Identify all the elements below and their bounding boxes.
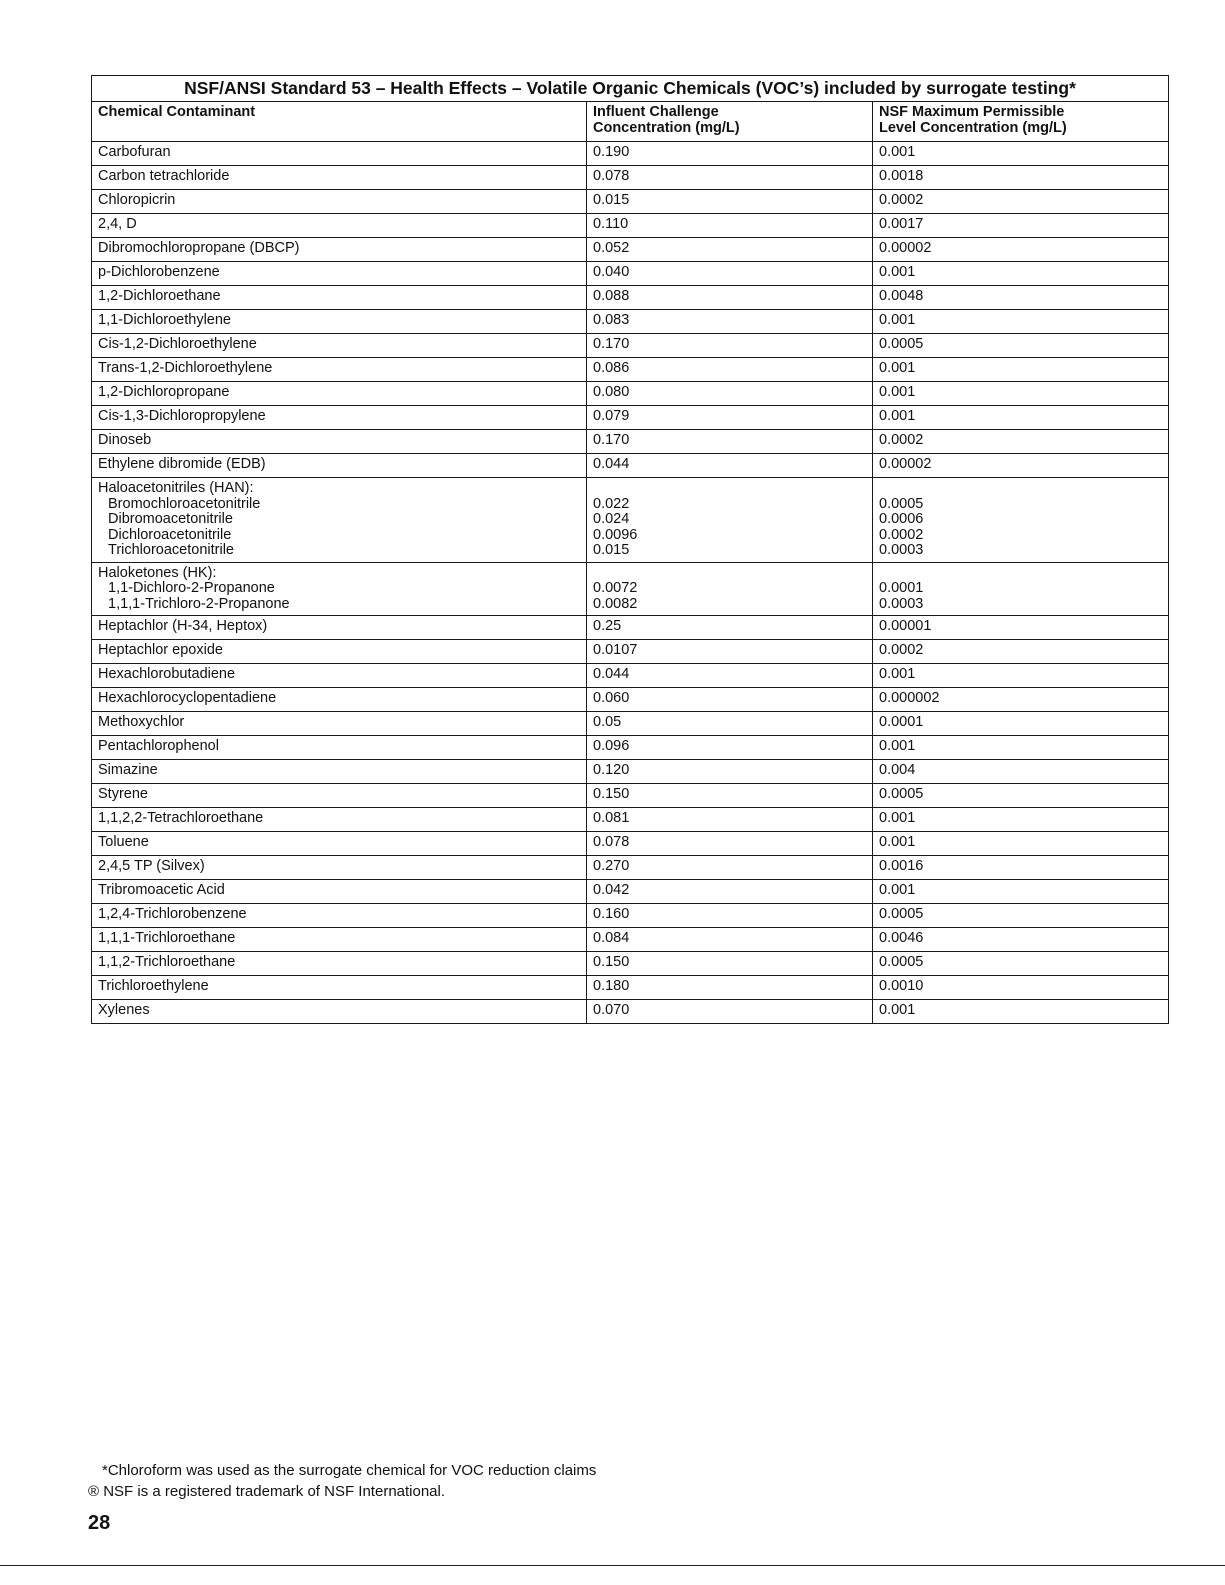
table-cell [873,562,1169,616]
group-spacer [879,481,1162,497]
group-item: 0.015 [593,542,630,558]
group-spacer [879,566,1162,582]
table-cell: 0.150 [587,784,873,808]
table-cell: 0.0010 [873,976,1169,1000]
table-cell: 0.001 [873,736,1169,760]
table-cell: 0.0048 [873,286,1169,310]
table-cell: 0.0005 [873,904,1169,928]
table-title: NSF/ANSI Standard 53 – Health Effects – Volatile Organic Chemicals (VOC’s) included by surrogate testing* [92,76,1169,102]
table-cell: 1,1-Dichloroethylene [92,310,587,334]
group-item: 0.0096 [593,526,638,543]
table-cell: 0.044 [587,454,873,478]
table-row [92,976,1169,1000]
table-row [92,358,1169,382]
table-row [92,760,1169,784]
table-row-group [92,562,1169,616]
table-cell: 0.0001 [873,712,1169,736]
surrogate-footnote: *Chloroform was used as the surrogate chemical for VOC reduction claims [102,1462,597,1479]
table-cell: Carbon tetrachloride [92,166,587,190]
table-cell: 2,4, D [92,214,587,238]
header-line: Influent Challenge [593,104,719,120]
table-cell [92,478,587,563]
table-cell: 0.25 [587,616,873,640]
table-cell: 0.160 [587,904,873,928]
table-cell: 0.170 [587,430,873,454]
table-cell: 0.080 [587,382,873,406]
table-cell: 0.0002 [873,640,1169,664]
table-row [92,952,1169,976]
table-cell: Methoxychlor [92,712,587,736]
group-item: 1,1-Dichloro-2-Propanone [108,580,275,596]
table-row [92,238,1169,262]
table-cell: 0.110 [587,214,873,238]
table-cell: 1,2-Dichloropropane [92,382,587,406]
table-cell: 0.096 [587,736,873,760]
group-item: 0.0006 [879,511,924,527]
table-cell [92,562,587,616]
group-item: Bromochloroacetonitrile [108,495,261,512]
table-cell: 0.001 [873,262,1169,286]
table-row [92,928,1169,952]
header-influent-challenge [587,102,873,142]
table-cell: 0.078 [587,832,873,856]
table-cell: 0.0002 [873,190,1169,214]
table-cell: Heptachlor epoxide [92,640,587,664]
table-cell: 0.001 [873,406,1169,430]
table-row [92,736,1169,760]
group-label: Haloketones (HK): [98,564,217,581]
table-cell: Xylenes [92,1000,587,1024]
header-line: Level Concentration (mg/L) [879,119,1067,136]
table-cell: 1,1,2-Trichloroethane [92,952,587,976]
page-number: 28 [88,1512,111,1534]
table-cell: 0.001 [873,1000,1169,1024]
table-cell: 0.0107 [587,640,873,664]
table-row [92,856,1169,880]
table-cell: 0.0016 [873,856,1169,880]
table-cell: 0.0005 [873,784,1169,808]
table-cell: 0.001 [873,382,1169,406]
table-cell: Chloropicrin [92,190,587,214]
table-cell: 0.001 [873,142,1169,166]
table-cell: Dibromochloropropane (DBCP) [92,238,587,262]
table-row [92,406,1169,430]
table-cell: 1,1,1-Trichloroethane [92,928,587,952]
table-cell: 0.086 [587,358,873,382]
table-row [92,166,1169,190]
table-cell: Trichloroethylene [92,976,587,1000]
table-row [92,310,1169,334]
table-row [92,712,1169,736]
table-row [92,880,1169,904]
table-cell: Trans-1,2-Dichloroethylene [92,358,587,382]
group-spacer [593,481,866,497]
table-cell: 0.180 [587,976,873,1000]
table-cell: Pentachlorophenol [92,736,587,760]
table-cell [587,562,873,616]
group-item: 0.0002 [879,526,924,543]
header-line: Concentration (mg/L) [593,119,740,136]
table-row [92,832,1169,856]
voc-table [91,75,1169,1024]
table-cell: 0.00001 [873,616,1169,640]
table-header-row [92,102,1169,142]
table-row-group [92,478,1169,563]
group-item: 0.0005 [879,495,924,512]
table-cell: Simazine [92,760,587,784]
group-item: 1,1,1-Trichloro-2-Propanone [108,595,290,612]
group-item: Dichloroacetonitrile [108,526,232,543]
table-cell: 0.001 [873,310,1169,334]
table-cell: 0.001 [873,664,1169,688]
table-row [92,334,1169,358]
header-line: Chemical Contaminant [98,104,256,120]
table-cell: 0.0017 [873,214,1169,238]
table-cell: 0.081 [587,808,873,832]
table-cell: 0.05 [587,712,873,736]
table-cell: 0.0005 [873,952,1169,976]
table-cell: 0.0046 [873,928,1169,952]
table-cell: 0.083 [587,310,873,334]
group-item: 0.0003 [879,595,924,612]
table-cell: 0.0002 [873,430,1169,454]
group-item: 0.024 [593,511,630,527]
table-cell: 0.0005 [873,334,1169,358]
group-spacer [593,566,866,582]
footnotes [88,1460,596,1502]
table-cell: Ethylene dibromide (EDB) [92,454,587,478]
table-cell: 0.084 [587,928,873,952]
table-cell: Styrene [92,784,587,808]
table-cell: 1,2,4-Trichlorobenzene [92,904,587,928]
table-cell: 0.270 [587,856,873,880]
table-cell: 0.070 [587,1000,873,1024]
table-row [92,1000,1169,1024]
group-item: 0.022 [593,495,630,512]
table-cell: Hexachlorobutadiene [92,664,587,688]
table-cell: 0.001 [873,808,1169,832]
table-cell: 0.00002 [873,454,1169,478]
table-row [92,286,1169,310]
table-cell: 0.150 [587,952,873,976]
table-row [92,430,1169,454]
table-cell: Cis-1,3-Dichloropropylene [92,406,587,430]
table-cell: Hexachlorocyclopentadiene [92,688,587,712]
table-cell: 1,1,2,2-Tetrachloroethane [92,808,587,832]
table-cell: Dinoseb [92,430,587,454]
table-cell: p-Dichlorobenzene [92,262,587,286]
header-max-permissible [873,102,1169,142]
table-cell: 0.170 [587,334,873,358]
table-cell: Cis-1,2-Dichloroethylene [92,334,587,358]
table-cell [873,478,1169,563]
group-item: 0.0082 [593,595,638,612]
table-row [92,808,1169,832]
table-body [92,142,1169,1024]
table-cell: 0.079 [587,406,873,430]
table-cell: 0.052 [587,238,873,262]
group-item: 0.0003 [879,542,924,558]
table-cell: 0.078 [587,166,873,190]
table-cell: 0.00002 [873,238,1169,262]
table-row [92,784,1169,808]
table-cell: 2,4,5 TP (Silvex) [92,856,587,880]
table-cell: 0.088 [587,286,873,310]
table-cell: 0.001 [873,880,1169,904]
table-row [92,262,1169,286]
table-cell: Toluene [92,832,587,856]
trademark-footnote: ® NSF is a registered trademark of NSF International. [88,1483,446,1500]
table-row [92,454,1169,478]
table-row [92,190,1169,214]
table-row [92,664,1169,688]
table-cell [587,478,873,563]
group-item: Dibromoacetonitrile [108,511,233,527]
table-row [92,214,1169,238]
table-cell: 0.120 [587,760,873,784]
table-cell: 0.0018 [873,166,1169,190]
table-cell: 0.001 [873,358,1169,382]
group-item: Trichloroacetonitrile [108,542,234,558]
table-row [92,688,1169,712]
table-row [92,382,1169,406]
header-chemical-contaminant [92,102,587,142]
group-item: 0.0072 [593,580,638,596]
table-cell: Tribromoacetic Acid [92,880,587,904]
group-label: Haloacetonitriles (HAN): [98,480,254,496]
table-cell: 0.044 [587,664,873,688]
table-cell: 0.000002 [873,688,1169,712]
table-cell: Carbofuran [92,142,587,166]
table-cell: 0.040 [587,262,873,286]
header-line: NSF Maximum Permissible [879,104,1065,120]
table-cell: 0.190 [587,142,873,166]
page-bottom-rule [0,1565,1225,1566]
table-row [92,640,1169,664]
table-row [92,142,1169,166]
table-cell: 0.001 [873,832,1169,856]
table-cell: 1,2-Dichloroethane [92,286,587,310]
table-row [92,616,1169,640]
table-cell: 0.015 [587,190,873,214]
table-row [92,904,1169,928]
table-cell: 0.060 [587,688,873,712]
table-cell: 0.004 [873,760,1169,784]
table-cell: 0.042 [587,880,873,904]
group-item: 0.0001 [879,580,924,596]
table-cell: Heptachlor (H-34, Heptox) [92,616,587,640]
